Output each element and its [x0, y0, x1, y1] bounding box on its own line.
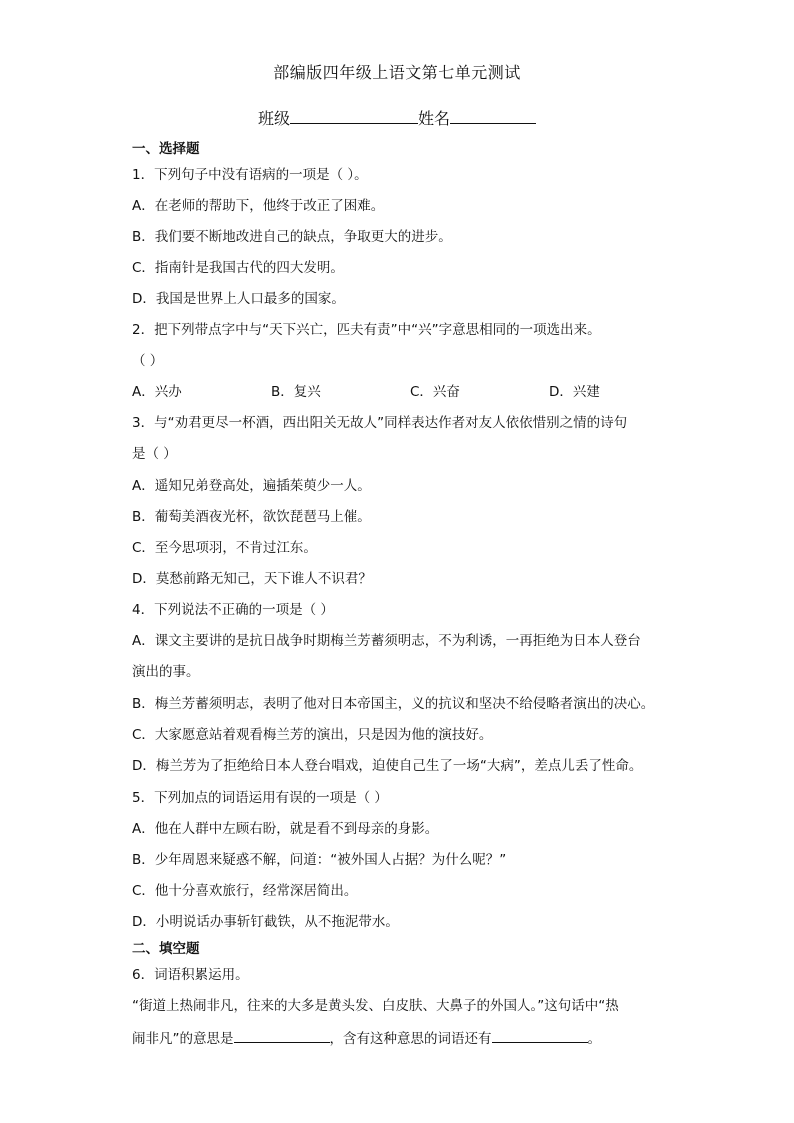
question-5-option-d: D．小明说话办事斩钉截铁，从不拖泥带水。 — [132, 914, 399, 930]
question-6-stem: 6．词语积累运用。 — [132, 967, 249, 983]
question-3-option-c: C．至今思项羽，不肯过江东。 — [132, 540, 317, 556]
question-2-stem: 2．把下列带点字中与“天下兴亡，匹夫有责”中“兴”字意思相同的一项选出来。 — [132, 322, 601, 338]
question-6-blank-2[interactable] — [492, 1029, 588, 1043]
name-label: 姓名 — [418, 109, 451, 128]
question-4-option-b: B．梅兰芳蓄须明志，表明了他对日本帝国主，义的抗议和坚决不给侵略者演出的决心。 — [132, 696, 655, 712]
question-4-option-d: D．梅兰芳为了拒绝给日本人登台唱戏，迫使自己生了一场“大病”，差点儿丢了性命。 — [132, 758, 643, 774]
question-5-stem: 5．下列加点的词语运用有误的一项是（ ） — [132, 790, 388, 806]
section-heading-choice: 一、选择题 — [132, 141, 200, 157]
question-4-stem: 4．下列说法不正确的一项是（ ） — [132, 602, 334, 618]
question-6-text-line1: “街道上热闹非凡，往来的大多是黄头发、白皮肤、大鼻子的外国人。”这句话中“热 — [132, 998, 619, 1014]
question-5-option-a: A．他在人群中左顾右盼，就是看不到母亲的身影。 — [132, 821, 439, 837]
class-label: 班级 — [257, 109, 290, 128]
question-3-stem-line2: 是（ ） — [132, 446, 177, 462]
class-name-line — [0, 106, 794, 129]
question-2-option-b: B．复兴 — [271, 384, 321, 400]
question-5-option-c: C．他十分喜欢旅行，经常深居简出。 — [132, 883, 358, 899]
question-1-option-a: A．在老师的帮助下，他终于改正了困难。 — [132, 198, 385, 214]
question-2-answer-paren: （ ） — [132, 353, 164, 369]
question-2-options — [132, 383, 600, 401]
question-6-text-a: 闹非凡”的意思是 — [132, 1031, 234, 1047]
class-blank[interactable] — [290, 109, 418, 124]
question-6-text-c: 。 — [587, 1031, 601, 1047]
page-title: 部编版四年级上语文第七单元测试 — [273, 63, 521, 82]
question-4-option-c: C．大家愿意站着观看梅兰芳的演出，只是因为他的演技好。 — [132, 727, 493, 743]
question-2-option-d: D．兴建 — [549, 384, 600, 400]
question-6-text-b: ，含有这种意思的词语还有 — [329, 1031, 492, 1047]
question-2-option-c: C．兴奋 — [410, 384, 460, 400]
section-heading-fill: 二、填空题 — [132, 941, 200, 957]
name-blank[interactable] — [450, 109, 536, 124]
question-1-stem: 1．下列句子中没有语病的一项是（ ）。 — [132, 167, 368, 183]
question-1-option-d: D．我国是世界上人口最多的国家。 — [132, 291, 345, 307]
question-3-stem-line1: 3．与“劝君更尽一杯酒，西出阳关无故人”同样表达作者对友人依依惜别之情的诗句 — [132, 415, 628, 431]
question-2-option-a: A．兴办 — [132, 384, 182, 400]
question-6-text-line2 — [132, 1029, 601, 1048]
question-4-option-a-line2: 演出的事。 — [132, 664, 200, 680]
question-3-option-d: D．莫愁前路无知己，天下谁人不识君？ — [132, 571, 372, 587]
question-1-option-b: B．我们要不断地改进自己的缺点，争取更大的进步。 — [132, 229, 452, 245]
question-5-option-b: B．少年周恩来疑惑不解，问道：“被外国人占据？为什么呢？” — [132, 852, 507, 868]
question-1-option-c: C．指南针是我国古代的四大发明。 — [132, 260, 344, 276]
question-4-option-a-line1: A．课文主要讲的是抗日战争时期梅兰芳蓄须明志，不为利诱，一再拒绝为日本人登台 — [132, 633, 641, 649]
question-3-option-a: A．遥知兄弟登高处，遍插茱萸少一人。 — [132, 478, 371, 494]
question-3-option-b: B．葡萄美酒夜光杯，欲饮琵琶马上催。 — [132, 509, 371, 525]
question-6-blank-1[interactable] — [234, 1029, 330, 1043]
